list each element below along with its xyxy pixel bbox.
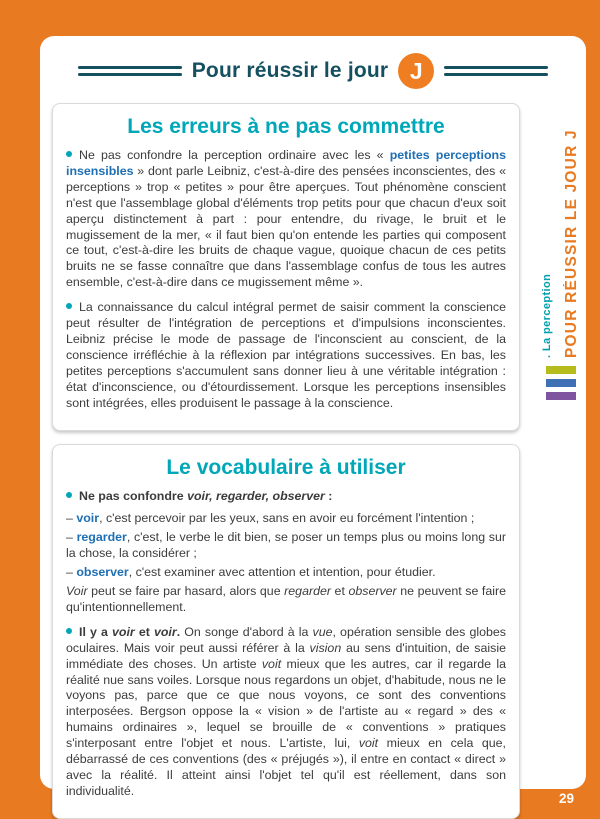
page-number: 29	[558, 791, 574, 806]
content-sheet	[40, 36, 586, 798]
card-vocabulaire	[52, 444, 520, 819]
day-j-badge: J	[398, 53, 434, 89]
text-run: voit	[358, 736, 379, 751]
text-run: regarder	[76, 530, 127, 545]
card-erreurs	[52, 103, 520, 431]
text-run: et	[134, 624, 154, 639]
bullet-icon	[66, 151, 72, 157]
text-run: La connaissance du calcul intégral permet de saisir comment la conscience peut résulter de l'intégration de perceptions et d'impulsions inconscientes. Leibniz précise le mode de passage de l'inconscient au conscient, de la conscience irréfléchie à la réflexion par intégrations successives. En bas, les petites perceptions s'accumulent sans donner lieu à une véritable intégration : état d'inconscience, ou d'étourdissement. Lorsque les perceptions insensibles sont intégrées, elles produisent le passage à la conscience.	[66, 300, 506, 410]
paragraph	[66, 584, 506, 616]
text-run: au sens d'intuition, de saisie immédiate des choses. Un artiste	[66, 640, 506, 671]
paragraph	[66, 489, 506, 505]
color-stripe	[546, 392, 576, 400]
text-run: vision	[309, 640, 342, 655]
rule-line	[78, 66, 182, 69]
text-run: .	[176, 624, 185, 639]
text-run: voir	[76, 511, 100, 526]
text-run: et	[331, 584, 349, 599]
text-run: On songe d'abord à la	[184, 624, 313, 639]
paragraph	[66, 511, 506, 527]
section-body-erreurs	[66, 148, 506, 412]
text-run: mieux que les autres, car il regarde la réalité nue sans voiles. Lorsque nous regardons un objet, d'habitude, nous ne le voyons pas, parce que ce que nous voyons, ce sont des conventions interposées. Bergson oppose la « vision » de l'artiste au « regard » des « humains ordinaires », lequel se brouille de « conventions » pratiques s'interposant entre l'objet et nous. L'artiste, lui,	[66, 656, 506, 751]
text-run: –	[66, 511, 77, 526]
text-run: Il y a	[79, 624, 112, 639]
text-run: observer	[76, 565, 129, 580]
paragraph	[66, 300, 506, 411]
paragraph	[66, 625, 506, 800]
bullet-icon	[66, 492, 72, 498]
paragraph	[66, 565, 506, 581]
text-run: regarder	[284, 584, 331, 599]
text-run: » dont parle Leibniz, c'est-à-dire des pensées inconscientes, des « perceptions » trop « petites » pour être aperçues. Tout phénomène conscient n'est que l'assemblage global d'éléments trop petits pour que chacun d'eux soit aperçu distinctement à part : pour entendre, du rivage, le bruit et le mugissement de la mer, « il faut bien qu'on entende les parties qui composent ce tout, c'est-à-dire les bruits de chaque vague, quoique chacun de ces petits bruits ne se fasse connaître que dans l'assemblage confus de tous les autres ensemble, c'est-à-dire dans ce mugissement même ».	[66, 163, 506, 290]
rule-line	[444, 73, 548, 76]
text-run: Ne pas confondre la perception ordinaire avec les «	[79, 148, 390, 162]
header-rule-right	[444, 66, 548, 76]
section-title-vocabulaire: Le vocabulaire à utiliser	[166, 455, 406, 479]
section-title-erreurs: Les erreurs à ne pas commettre	[127, 115, 445, 138]
page-title: Pour réussir le jour	[191, 59, 389, 82]
text-run: vue	[312, 624, 333, 639]
text-run: mieux en cela que, débarrassé de ces conventions (des « préjugés »), il entre en contact « direct » avec la réalité. Il atteint ainsi l'objet tel qu'il est réellement, dans son individualité.	[66, 736, 506, 798]
text-run: , c'est examiner avec attention et intention, pour étudier.	[128, 565, 436, 580]
text-run: Voir	[66, 584, 88, 599]
text-run: ne peuvent se faire qu'intentionnellement.	[66, 584, 507, 614]
text-run: peut se faire par hasard, alors que	[87, 584, 285, 599]
color-stripe	[546, 366, 576, 374]
rule-line	[444, 66, 548, 69]
text-run: petites perceptions insensibles	[66, 148, 506, 178]
text-run: voir	[111, 624, 135, 639]
rule-line	[78, 73, 182, 76]
text-run: –	[66, 530, 77, 545]
bullet-icon	[66, 628, 72, 634]
bullet-icon	[66, 303, 72, 309]
text-run: , c'est percevoir par les yeux, sans en avoir eu forcément l'intention ;	[99, 511, 475, 526]
page-header	[40, 36, 586, 93]
text-run: Ne pas confondre	[79, 488, 188, 503]
paragraph	[66, 148, 506, 291]
text-run: voit	[261, 656, 282, 671]
text-run: observer	[348, 584, 397, 599]
text-run: , c'est, le verbe le dit bien, se poser un temps plus ou moins long sur la chose, la considérer ;	[66, 530, 506, 561]
text-run: :	[324, 488, 333, 503]
sidebar-chapter-label: . La perception	[541, 273, 553, 358]
color-stripe	[546, 379, 576, 387]
text-run: voir, regarder, observer	[187, 488, 325, 503]
text-run: –	[66, 565, 77, 580]
section-body-vocabulaire	[66, 489, 506, 800]
sidebar-tab-label: POUR RÉUSSIR LE JOUR J	[563, 129, 580, 358]
text-run: , opération sensible des globes oculaires. Mais voir peut aussi référer à la	[66, 624, 506, 655]
text-run: voir	[153, 624, 177, 639]
paragraph	[66, 530, 506, 562]
header-rule-left	[78, 66, 182, 76]
sidebar-color-stripes	[546, 366, 576, 400]
